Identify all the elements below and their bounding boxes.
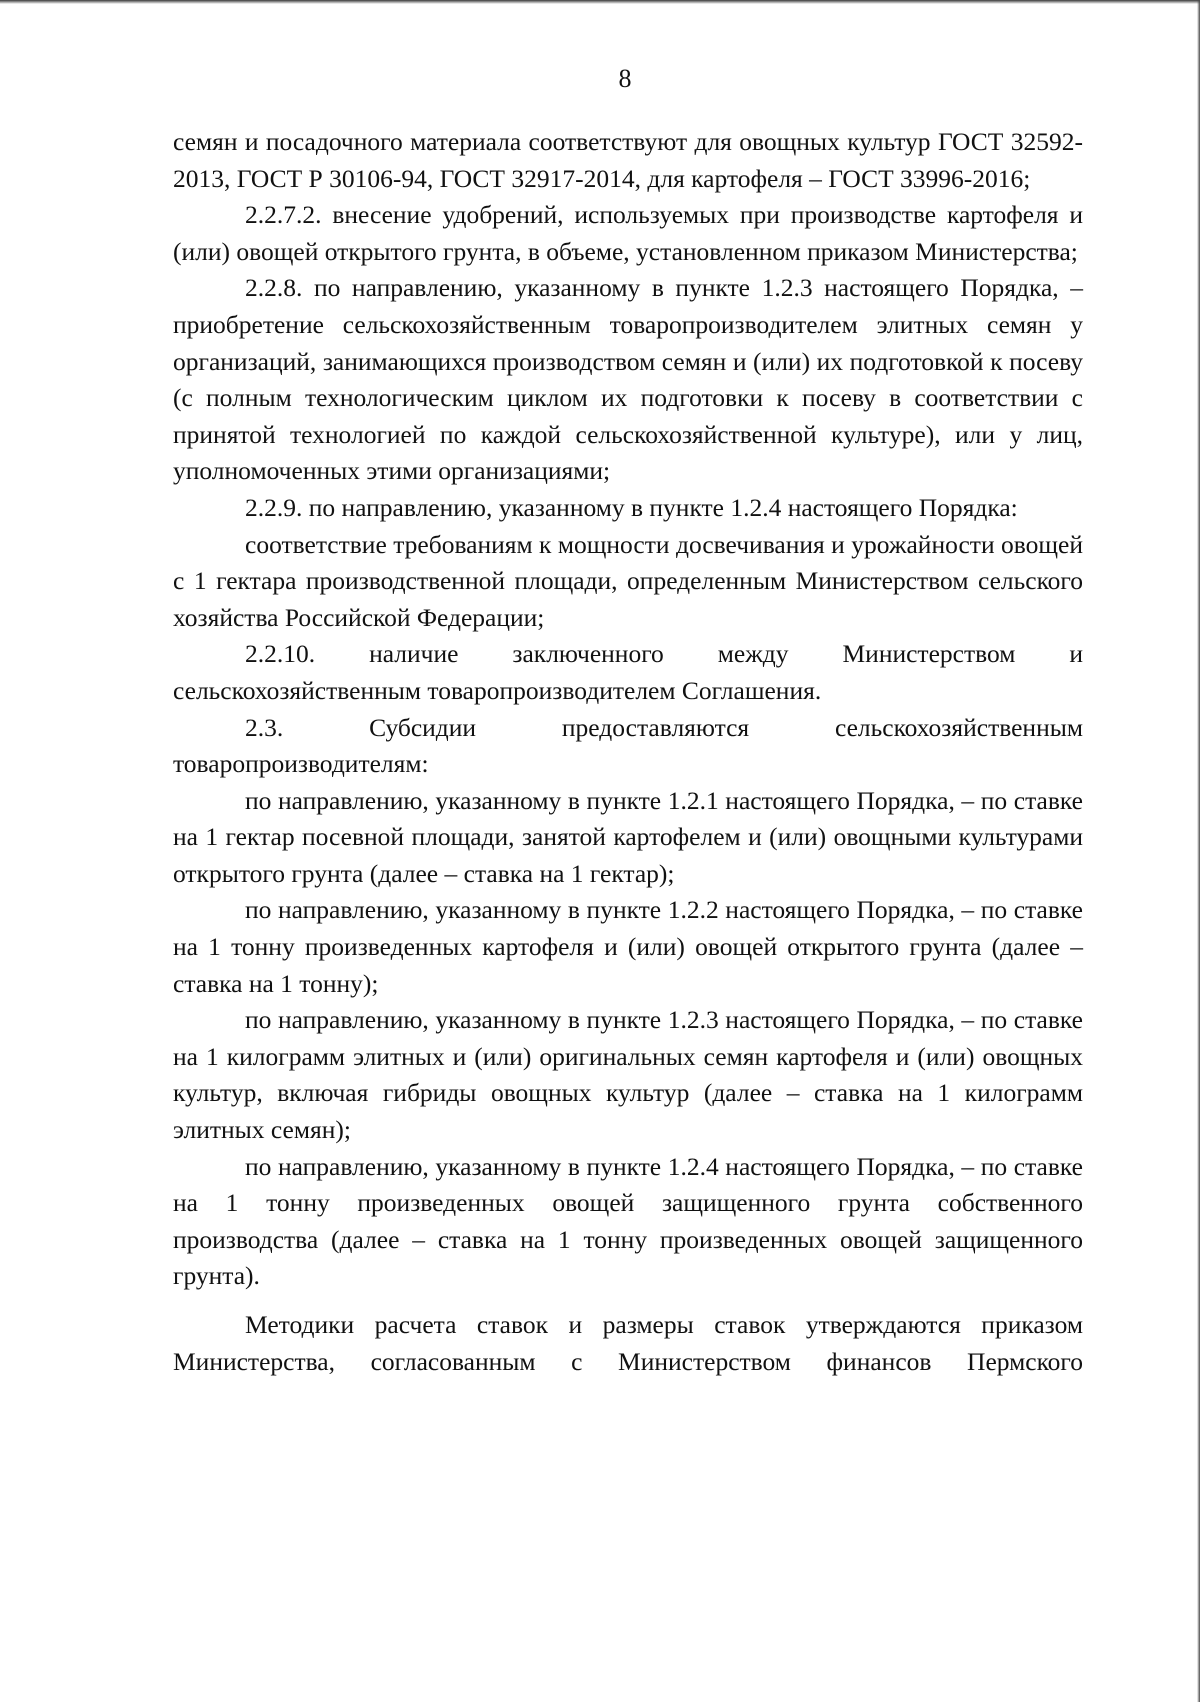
- paragraph-2-3: 2.3. Субсидии предоставляются сельскохозяйственным товаропроизводителям:: [173, 712, 1083, 779]
- paragraph-2-2-7-2: 2.2.7.2. внесение удобрений, используемых при производстве картофеля и (или) овощей открытого грунта, в объеме, установленном приказом Министерства;: [173, 200, 1083, 266]
- paragraph-2-2-9: 2.2.9. по направлению, указанному в пункте 1.2.4 настоящего Порядка:: [245, 492, 1018, 522]
- paragraph-rate-per-hectare: по направлению, указанному в пункте 1.2.1 настоящего Порядка, – по ставке на 1 гектар посевной площади, занятой картофелем и (или) овощными культурами открытого грунта (далее – ставка на 1 гектар);: [173, 785, 1083, 888]
- paragraph-rate-per-ton: по направлению, указанному в пункте 1.2.2 настоящего Порядка, – по ставке на 1 тонну произведенных картофеля и (или) овощей открытого грунта (далее – ставка на 1 тонну);: [173, 895, 1083, 998]
- page-number: 8: [618, 64, 632, 93]
- document-body: [173, 124, 1083, 1380]
- paragraph-2-2-8: 2.2.8. по направлению, указанному в пункте 1.2.3 настоящего Порядка, – приобретение сельскохозяйственным товаропроизводителем элитных семян у организаций, занимающихся производством семян и (или) их подготовкой к посеву (с полным технологическим циклом их подготовки к посеву в соответствии с принятой технологией по каждой сельскохозяйственной культуре), или у лиц, уполномоченных этими организациями;: [173, 273, 1083, 486]
- paragraph-2-2-10: 2.2.10. наличие заключенного между Министерством и сельскохозяйственным товаропроизводителем Соглашения.: [173, 639, 1083, 705]
- paragraph-methodology: Методики расчета ставок и размеры ставок утверждаются приказом Министерства, согласованным с Министерством финансов Пермского: [173, 1310, 1083, 1376]
- scan-edge-top: [0, 0, 1200, 4]
- paragraph-rate-per-ton-greenhouse: по направлению, указанному в пункте 1.2.4 настоящего Порядка, – по ставке на 1 тонну произведенных овощей защищенного грунта собственного производства (далее – ставка на 1 тонну произведенных овощей защищенного грунта).: [173, 1151, 1083, 1291]
- paragraph-seed-standards: семян и посадочного материала соответствуют для овощных культур ГОСТ 32592-2013, ГОСТ Р 30106-94, ГОСТ 32917-2014, для картофеля – ГОСТ 33996-2016;: [173, 127, 1083, 193]
- paragraph-rate-per-kilogram: по направлению, указанному в пункте 1.2.3 настоящего Порядка, – по ставке на 1 килограмм элитных и (или) оригинальных семян картофеля и (или) овощных культур, включая гибриды овощных культур (далее – ставка на 1 килограмм элитных семян);: [173, 1005, 1083, 1145]
- paragraph-lighting-requirements: соответствие требованиям к мощности досвечивания и урожайности овощей с 1 гектара производственной площади, определенным Министерством сельского хозяйства Российской Федерации;: [173, 529, 1083, 632]
